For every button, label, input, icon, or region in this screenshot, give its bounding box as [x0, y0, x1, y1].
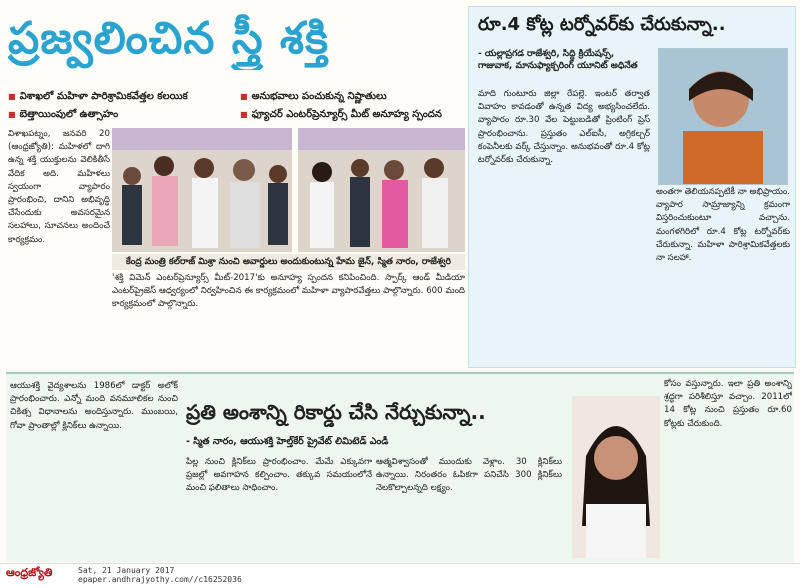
sidebar-story-column-1: మాది గుంటూరు జిల్లా రేపల్లె. ఇంటర్ తర్వాత వివాహం కావడంతో ఉన్నత విద్య అభ్యసించలేదు. వ్యాపారం రూ.30 వేల పెట్టుబడితో ప్రింటింగ్ ప్రెస్ ప్రారంభించాను. ప్రస్తుతం ఎల్ఐసీ, అగ్రికల్చర్ కంపెనీలకు వర్క్ చేస్తున్నాం. అనుభవంతో రూ.4 కోట్ల టర్నోవర్‌కు చేరుకున్నా.: [478, 89, 650, 166]
sidebar-story-column-2: అంతగా తెలియనప్పటికీ నా అభిప్రాయం. వ్యాపార సామ్రాజ్యాన్ని క్రమంగా విస్తరించుకుంటూ వచ్చాను. మంగళగిరిలో రూ.4 కోట్ల టర్నోవర్‌కు చేరుకున్నా. మహిళా పారిశ్రామికవేత్తలకు నా సలహా.: [656, 187, 790, 264]
highlight-3: ■ బెత్తాయింపులో ఉత్సాహం: [8, 108, 118, 122]
sidebar-story-author: - యల్లాప్రగడ రాజేశ్వరి, సిద్ధి క్రియేషన్స్, గాజువాక, మానుఫ్యాక్చరింగ్ యూనిట్ అధినేత: [478, 49, 638, 71]
ceremony-illustration: [112, 128, 465, 252]
article-dateline-column: విశాఖపట్నం, జనవరి 20 (ఆంధ్రజ్యోతి): మహిళలో దాగి ఉన్న శక్తి యుక్తులను వెలికితీసే వేదిక అది. మహిళలు స్వయంగా వ్యాపారం ప్రారంభించి, దానిని అభివృద్ధి చేసేందుకు అవసరమైన సలహాలు, సూచనలు అందించే కార్యక్రమం.: [8, 129, 110, 245]
page-headline: ప్రజ్వలించిన స్త్రీ శక్తి: [8, 13, 330, 64]
bottom-story-column-2: ఆత్మవిశ్వాసంతో ముందుకు వెళ్లాం. 30 క్లినిక్‌లు ఉన్నాయి. నిరంతరం ఓపికగా పనిచేసి 300 క్లినిక్‌లు నెలకొల్పాలన్నది లక్ష్యం.: [376, 457, 562, 494]
article-body-column: 'శక్తి విమెన్ ఎంటర్‌ప్రెన్యూర్స్ మీట్-2017'కు అనూహ్య స్పందన కనిపించింది. స్పార్క్ ఆండ్ మీడియా ఎంటర్‌ప్రైజెస్ ఆధ్వర్యంలో నిర్వహించిన ఈ కార్యక్రమంలో మహిళా వ్యాపారవేత్తలు పాల్గొన్నారు. 600 మంది కార్యక్రమంలో పాల్గొన్నారు.: [112, 273, 465, 310]
portrait-illustration: [659, 49, 787, 184]
sidebar-story-title: రూ.4 కోట్ల టర్నోవర్‌కు చేరుకున్నా..: [478, 14, 726, 35]
edition-date: Sat, 21 January 2017: [78, 566, 175, 575]
bottom-story-title: ప్రతి అంశాన్ని రికార్డు చేసి నేర్చుకున్నా..: [186, 400, 486, 424]
bottom-story-author: - స్మిత నారం, ఆయుశక్తి హెల్త్‌కేర్ ప్రైవేట్ లిమిటెడ్ ఎండీ: [186, 436, 389, 447]
rajeswari-portrait: [658, 48, 788, 185]
highlight-4: ■ ఫ్యూచర్ ఎంటర్‌ప్రెన్యూర్స్ మీట్ అనూహ్య స్పందన: [240, 108, 442, 122]
newspaper-logo: ఆంధ్రజ్యోతి: [6, 566, 53, 579]
highlights: [8, 90, 463, 124]
edition-url[interactable]: epaper.andhrajyothy.com//c16252036: [78, 575, 242, 584]
smitha-portrait: [572, 396, 660, 558]
bottom-story-left-column: ఆయుశక్తి వైద్యశాలను 1986లో డాక్టర్ అలోక్ ప్రారంభించారు. ఎన్నో మంది వనమూలికల నుంచి చికిత్స విధానాలను అందిస్తున్నారు. ముంబయి, గోవా ప్రాంతాల్లో క్లినిక్‌లు ఉన్నాయి.: [10, 381, 178, 431]
award-ceremony-photo: [112, 128, 465, 252]
photo-caption: కేంద్ర మంత్రి కల్‌రాజ్ మిశ్రా నుంచి అవార్డులు అందుకుంటున్న హేమ జైన్, స్మిత నారం, రాజేశ్వరి: [112, 254, 465, 270]
highlight-2: ■ అనుభవాలు పంచుకున్న నిష్ణాతులు: [240, 90, 387, 104]
portrait-illustration-2: [572, 396, 660, 558]
edition-meta: [78, 566, 338, 584]
bottom-story-right-column: కోసం వస్తున్నారు. ఇలా ప్రతి అంశాన్ని శ్రద్ధగా పరిశీలిస్తూ వచ్చాం. 2011లో 14 కోట్ల నుంచి ప్రస్తుతం రూ.60 కోట్లకు చేరుకుంది.: [664, 379, 792, 429]
bottom-story-column-1: పిల్ల నుంచి క్లినిక్‌లు ప్రారంభించాం. మేమే ఎక్కువగా ప్రజల్లో అవగాహన కల్పించాం. తక్కువ సమయంలోనే మంచి ఫలితాలు సాధించాం.: [186, 457, 372, 494]
highlight-1: ■ విశాఖలో మహిళా పారిశ్రామికవేత్తల కలయిక: [8, 90, 188, 104]
